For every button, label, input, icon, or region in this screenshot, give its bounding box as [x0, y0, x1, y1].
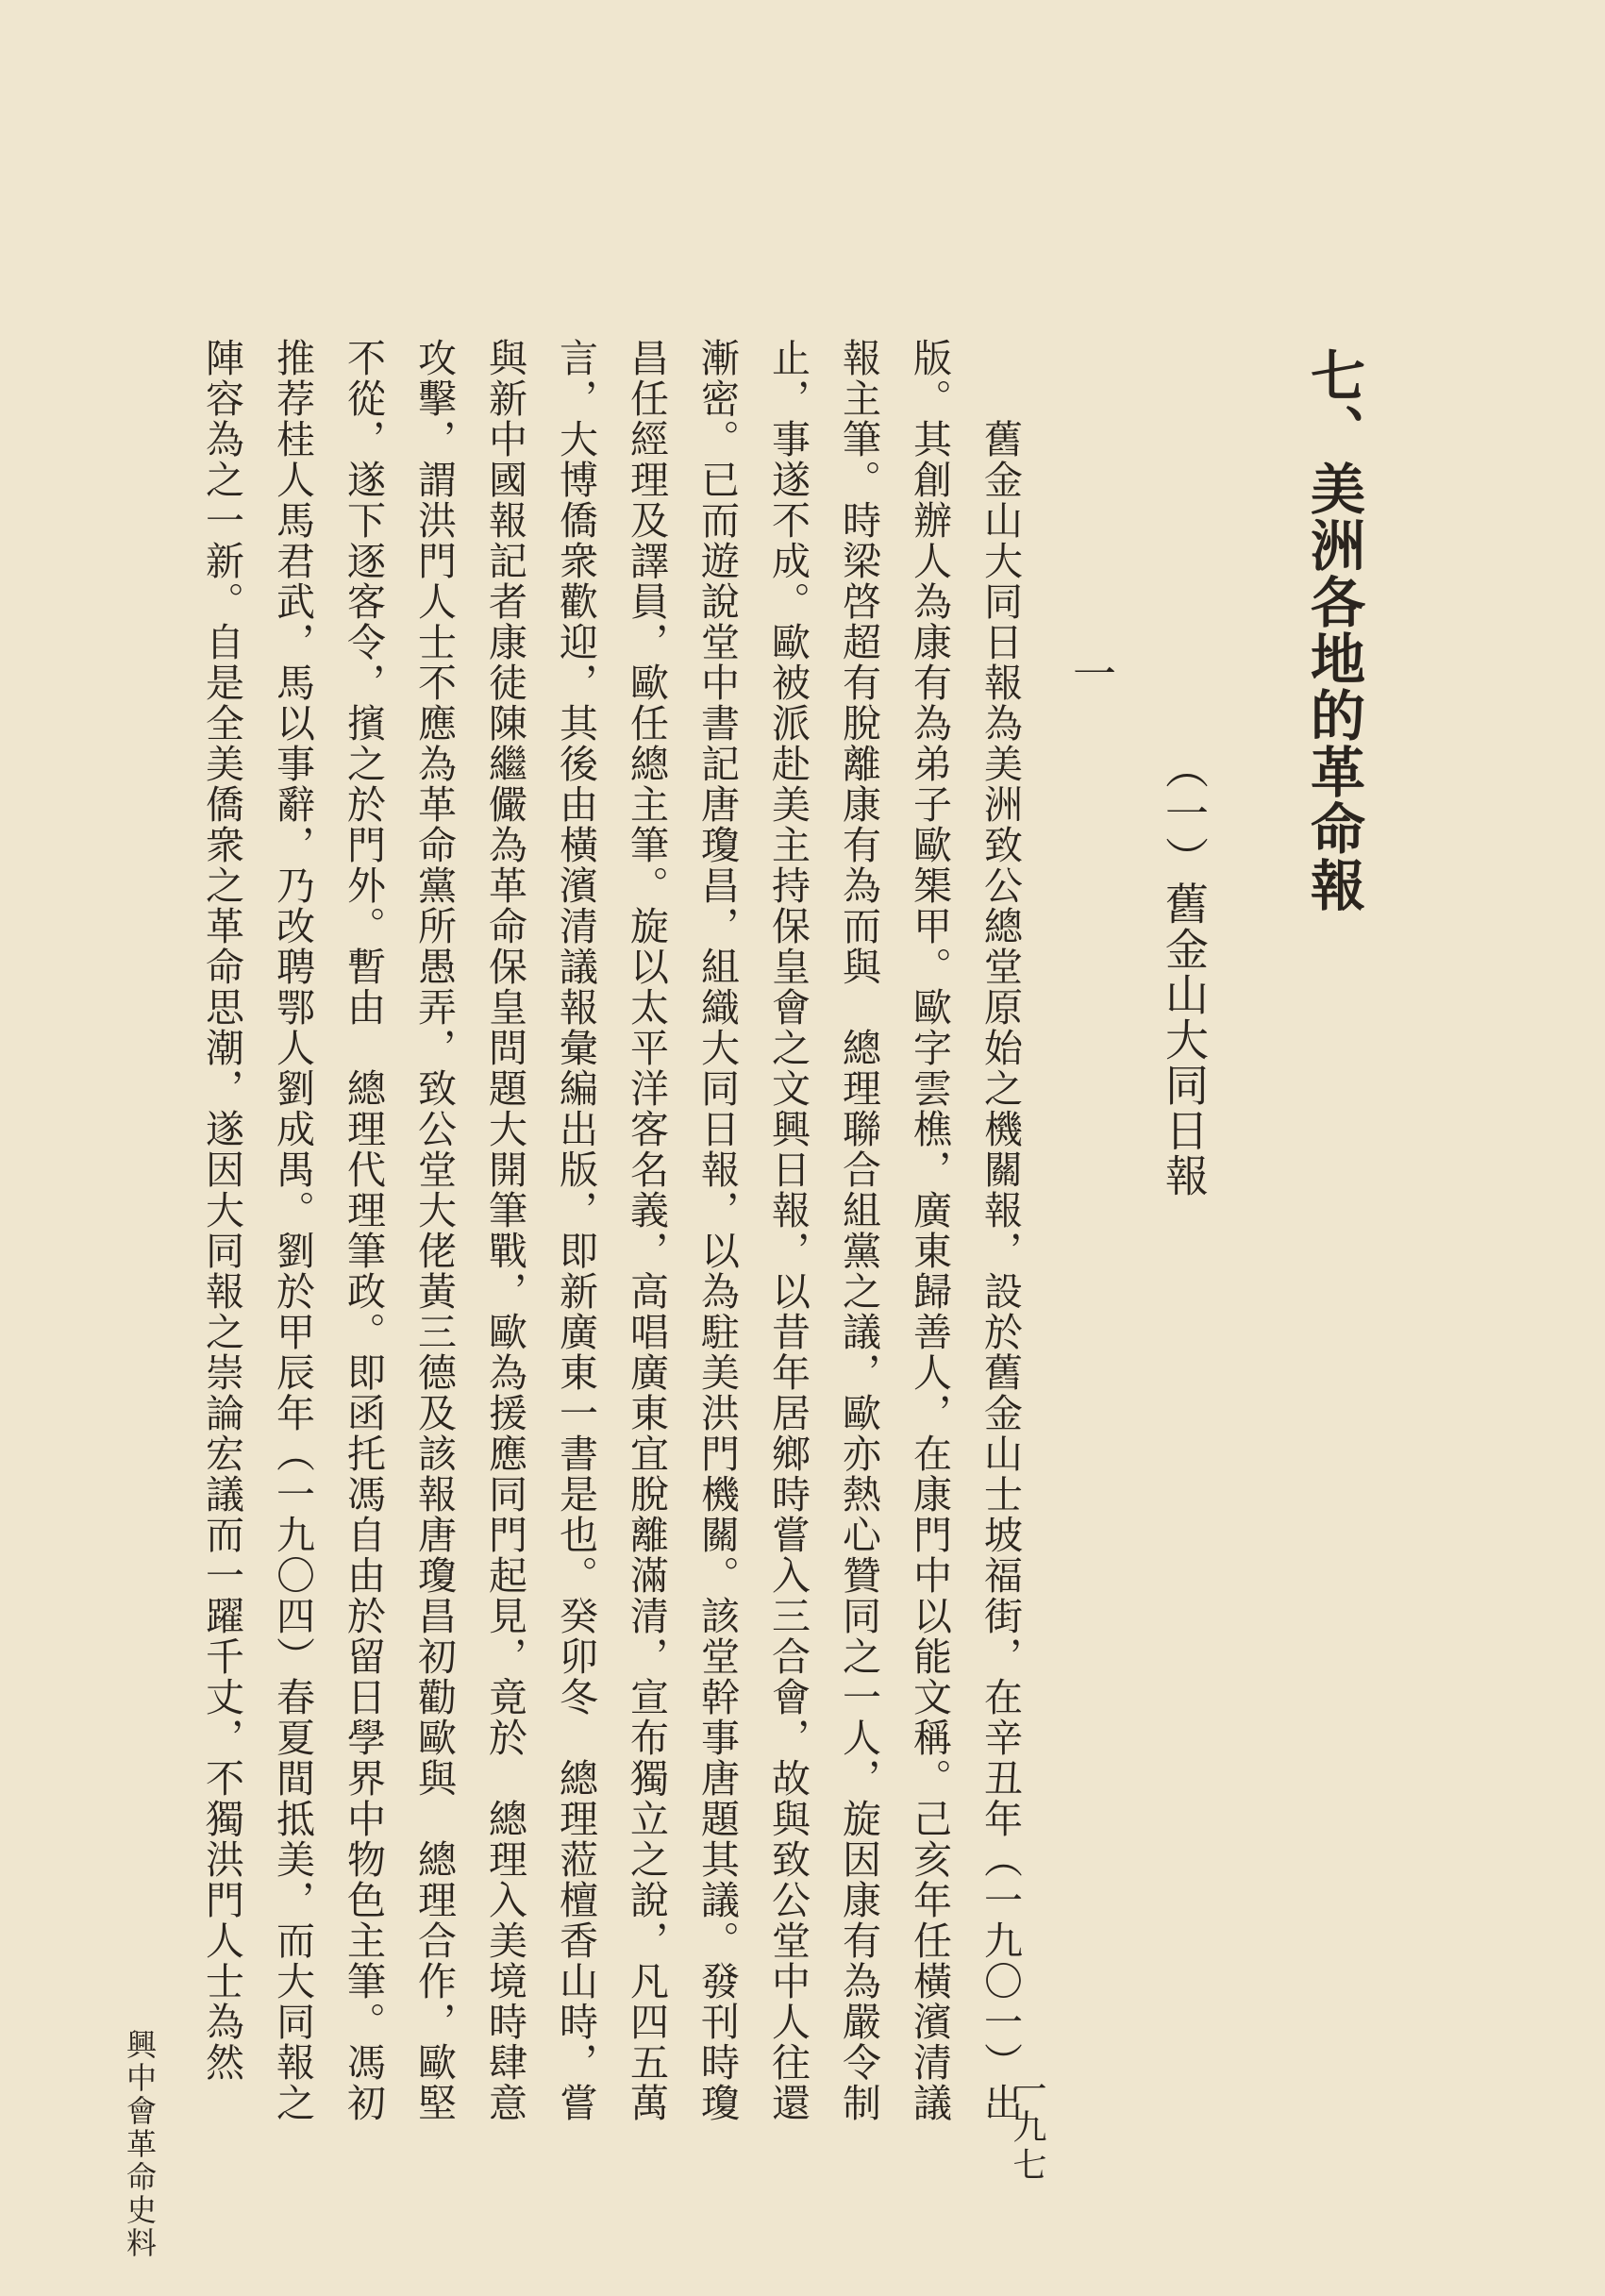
- text-column-12: 陣容為之一新。自是全美僑衆之革命思潮，遂因大同報之崇論宏議而一躍千丈，不獨洪門人士為然: [199, 338, 244, 2083]
- running-footer-book-title: 興中會革命史料: [122, 2029, 158, 2260]
- section-title: （一）舊金山大同日報: [1159, 746, 1210, 1198]
- text-column-11: 推荐桂人馬君武，馬以事辭，乃改聘鄂人劉成禺。劉於甲辰年（一九〇四）春夏間抵美，而大同報之: [270, 338, 315, 2123]
- text-column-1: 舊金山大同日報為美洲致公總堂原始之機關報，設於舊金山士坡福街，在辛丑年（一九〇一）出: [978, 419, 1023, 2123]
- text-column-2: 版。其創辦人為康有為弟子歐榘甲。歐字雲樵，廣東歸善人，在康門中以能文稱。己亥年任橫濱清議: [907, 338, 952, 2123]
- text-column-9: 攻擊，謂洪門人士不應為革命黨所愚弄，致公堂大佬黃三德及該報唐瓊昌初勸歐與 總理合作，歐堅: [411, 338, 457, 2123]
- text-column-4: 止，事遂不成。歐被派赴美主持保皇會之文興日報，以昔年居鄉時嘗入三合會，故與致公堂中人往還: [765, 338, 811, 2123]
- text-column-8: 與新中國報記者康徒陳繼儼為革命保皇問題大開筆戰，歐為援應同門起見，竟於 總理入美境時肆意: [482, 338, 527, 2123]
- section-number: 一: [1066, 651, 1117, 695]
- text-column-7: 言，大博僑衆歡迎，其後由橫濱清議報彙編出版，即新廣東一書是也。癸卯冬 總理蒞檀香山時，嘗: [553, 338, 598, 2123]
- text-column-6: 昌任經理及譯員，歐任總主筆。旋以太平洋客名義，高唱廣東宜脫離滿清，宣布獨立之說，凡四五萬: [624, 338, 669, 2123]
- page-number: 一九七: [1008, 2071, 1046, 2185]
- text-column-3: 報主筆。時梁啓超有脫離康有為而與 總理聯合組黨之議，歐亦熱心贊同之一人，旋因康有為嚴令制: [836, 338, 881, 2123]
- body-text: [184, 338, 1035, 2140]
- chapter-title: 七、美洲各地的革命報: [1301, 347, 1365, 913]
- text-column-10: 不從，遂下逐客令，擯之於門外。暫由 總理代理筆政。即函托馮自由於留日學界中物色主筆。馮初: [341, 338, 386, 2123]
- text-column-5: 漸密。已而遊說堂中書記唐瓊昌，組織大同日報，以為駐美洪門機關。該堂幹事唐題其議。發刊時瓊: [694, 338, 740, 2123]
